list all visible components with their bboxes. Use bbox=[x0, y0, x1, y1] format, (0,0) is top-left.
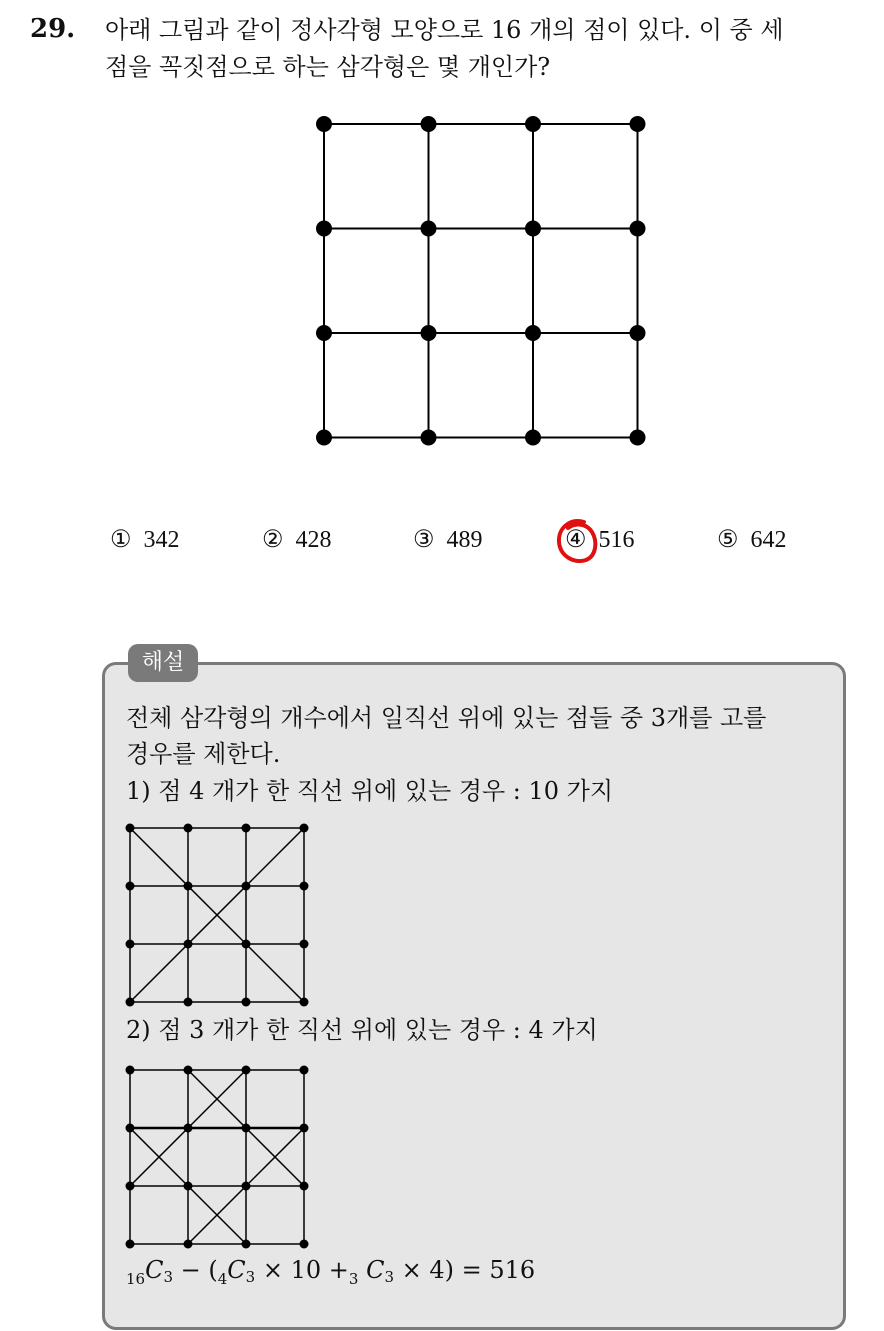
grid-dot bbox=[126, 998, 135, 1007]
grid-dot bbox=[184, 998, 193, 1007]
grid-dot bbox=[184, 882, 193, 891]
dot-grid-figure bbox=[300, 100, 660, 460]
grid-dot bbox=[126, 824, 135, 833]
grid-dot bbox=[300, 940, 309, 949]
grid-dot bbox=[242, 1182, 251, 1191]
question-text bbox=[105, 12, 875, 86]
grid-dot bbox=[525, 221, 541, 237]
formula-c3: C bbox=[366, 1256, 385, 1284]
grid-dot bbox=[300, 1240, 309, 1249]
grid-dot bbox=[316, 325, 332, 341]
grid-dot bbox=[421, 116, 437, 132]
grid-dot bbox=[300, 882, 309, 891]
formula-r2: 3 bbox=[245, 1268, 256, 1286]
grid-dot bbox=[421, 221, 437, 237]
three-point-lines-figure bbox=[120, 1060, 320, 1260]
grid-dot bbox=[300, 1124, 309, 1133]
solution-tag: 해설 bbox=[128, 644, 198, 682]
grid-dot bbox=[300, 824, 309, 833]
grid-dot bbox=[184, 1066, 193, 1075]
grid-dot bbox=[184, 824, 193, 833]
choice-mark: ② bbox=[262, 527, 284, 553]
solution-case-2: 2) 점 3 개가 한 직선 위에 있는 경우 : 4 가지 bbox=[126, 1016, 598, 1044]
grid-dot bbox=[421, 325, 437, 341]
answer-choices bbox=[0, 525, 884, 565]
grid-dot bbox=[126, 1182, 135, 1191]
grid-dot bbox=[126, 1066, 135, 1075]
choice-mark: ③ bbox=[413, 527, 435, 553]
formula-r1: 3 bbox=[163, 1268, 174, 1286]
grid-dot bbox=[242, 1124, 251, 1133]
formula-c1: C bbox=[145, 1256, 164, 1284]
grid-dot bbox=[630, 221, 646, 237]
solution-case-1: 1) 점 4 개가 한 직선 위에 있는 경우 : 10 가지 bbox=[126, 777, 614, 805]
grid-dot bbox=[630, 325, 646, 341]
choice-4[interactable] bbox=[565, 525, 635, 554]
solution-line-1: 전체 삼각형의 개수에서 일직선 위에 있는 점들 중 3개를 고를 bbox=[126, 704, 767, 732]
choice-2[interactable] bbox=[262, 525, 332, 554]
formula-result: 516 bbox=[489, 1256, 536, 1284]
choice-1[interactable] bbox=[110, 525, 180, 554]
grid-dot bbox=[316, 430, 332, 446]
grid-dot bbox=[525, 325, 541, 341]
choice-5[interactable] bbox=[717, 525, 787, 554]
choice-value: 342 bbox=[143, 527, 180, 553]
grid-dot bbox=[300, 998, 309, 1007]
grid-dot bbox=[525, 430, 541, 446]
four-point-lines-figure bbox=[120, 818, 320, 1018]
formula-r3: 3 bbox=[384, 1268, 394, 1286]
grid-dot bbox=[126, 882, 135, 891]
formula-times2: 4 bbox=[429, 1256, 445, 1284]
grid-dot bbox=[184, 1182, 193, 1191]
grid-dot bbox=[630, 430, 646, 446]
grid-dot bbox=[184, 1124, 193, 1133]
solution-line-2: 경우를 제한다. bbox=[126, 740, 281, 768]
choice-mark: ④ bbox=[565, 527, 587, 553]
grid-dot bbox=[242, 1240, 251, 1249]
grid-dot bbox=[126, 940, 135, 949]
grid-dot bbox=[421, 430, 437, 446]
grid-dot bbox=[242, 1066, 251, 1075]
grid-dot bbox=[300, 1066, 309, 1075]
solution-formula: $_{16}C_3 - (_4C_3 \times 10 +_3$ $C_3 \times 4) = 516$ bbox=[126, 1256, 536, 1288]
formula-n2: 4 bbox=[217, 1270, 228, 1288]
grid-dot bbox=[316, 221, 332, 237]
grid-dot bbox=[316, 116, 332, 132]
grid-dot bbox=[126, 1124, 135, 1133]
choice-mark: ① bbox=[110, 527, 132, 553]
choice-value: 489 bbox=[446, 527, 483, 553]
formula-c2: C bbox=[227, 1256, 246, 1284]
question-line-2: 점을 꼭짓점으로 하는 삼각형은 몇 개인가? bbox=[105, 53, 551, 81]
formula-times1: 10 bbox=[290, 1256, 322, 1284]
grid-dot bbox=[184, 1240, 193, 1249]
choice-value: 642 bbox=[750, 527, 787, 553]
grid-dot bbox=[525, 116, 541, 132]
grid-dot bbox=[242, 882, 251, 891]
formula-n1: 16 bbox=[126, 1270, 146, 1288]
question-number: 29. bbox=[30, 14, 76, 44]
grid-dot bbox=[126, 1240, 135, 1249]
choice-value: 516 bbox=[598, 527, 635, 553]
grid-dot bbox=[242, 824, 251, 833]
grid-dot bbox=[242, 998, 251, 1007]
formula-n3: 3 bbox=[348, 1270, 359, 1288]
grid-dot bbox=[300, 1182, 309, 1191]
choice-mark: ⑤ bbox=[717, 527, 739, 553]
choice-3[interactable] bbox=[413, 525, 483, 554]
grid-dot bbox=[184, 940, 193, 949]
grid-dot bbox=[630, 116, 646, 132]
question-line-1: 아래 그림과 같이 정사각형 모양으로 16 개의 점이 있다. 이 중 세 bbox=[105, 16, 784, 44]
choice-value: 428 bbox=[295, 527, 332, 553]
grid-dot bbox=[242, 940, 251, 949]
